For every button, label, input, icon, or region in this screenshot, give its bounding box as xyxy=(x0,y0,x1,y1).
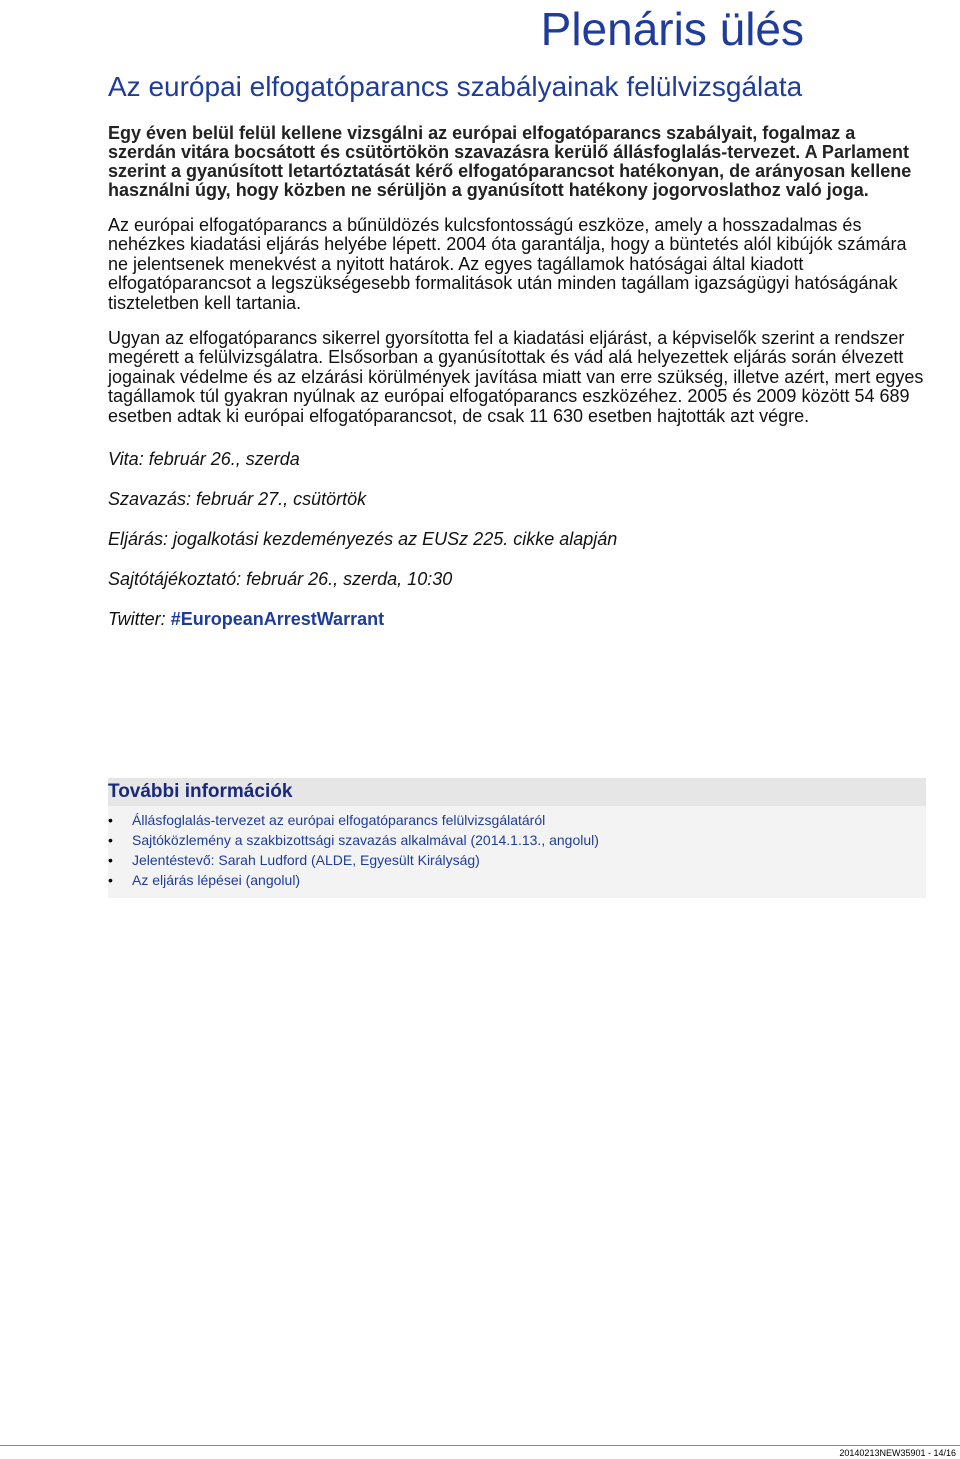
fact-twitter xyxy=(108,608,928,630)
more-info-item xyxy=(108,830,926,850)
fact-press-value: február 26., szerda, 10:30 xyxy=(241,569,453,590)
article-paragraph-1: Az európai elfogatóparancs a bűnüldözés kulcsfontosságú eszköze, amely a hosszadalmas és nehézkes kiadatási eljárás helyébe lépett. 2004 óta garantálja, hogy a büntetés alól kibújók számára ne jelentsenek menekvést a nyitott határok. Az egyes tagállamok hatóságai által kiadott elfogatóparancsot a legszükségesebb formalitások után minden tagállam igazságügyi hatóságának tiszteletben kell tartania. xyxy=(108,215,907,313)
bullet-icon: • xyxy=(108,852,113,868)
more-info-item xyxy=(108,810,926,830)
article-paragraph-2: Ugyan az elfogatóparancs sikerrel gyorsította fel a kiadatási eljárást, a képviselők szerint a rendszer megérett a felülvizsgálatra. Elsősorban a gyanúsítottak és vád alá helyezettek eljárás során élvezett jogainak védelme és az elzárási körülmények javítása miatt van erre szükség, illetve azért, mert egyes tagállamok túl gyakran nyúlnak az európai elfogatóparancs eszközéhez. 2005 és 2009 között 54 689 esetben adtak ki európai elfogatóparancsot, de csak 11 630 esetben hajtották azt végre. xyxy=(108,328,924,426)
fact-procedure-value: jogalkotási kezdeményezés az EUSz 225. cikke alapján xyxy=(168,529,618,550)
more-info-title: További információk xyxy=(108,778,926,806)
fact-procedure xyxy=(108,528,928,550)
fact-twitter-label: Twitter: xyxy=(108,609,166,630)
bullet-icon: • xyxy=(108,832,113,848)
link-draft-resolution[interactable]: Állásfoglalás-tervezet az európai elfogatóparancs felülvizsgálatáról xyxy=(132,812,546,828)
article-title: Az európai elfogatóparancs szabályainak felülvizsgálata xyxy=(108,71,803,102)
more-info-item xyxy=(108,870,926,890)
more-info-item xyxy=(108,850,926,870)
fact-press xyxy=(108,568,928,590)
fact-vote-value: február 27., csütörtök xyxy=(191,489,367,510)
link-procedure-file[interactable]: Az eljárás lépései (angolul) xyxy=(132,872,301,888)
link-rapporteur[interactable]: Jelentéstevő: Sarah Ludford (ALDE, Egyesült Királyság) xyxy=(132,852,480,868)
article xyxy=(108,70,928,648)
bullet-icon: • xyxy=(108,872,113,888)
article-lead: Egy éven belül felül kellene vizsgálni az európai elfogatóparancs szabályait, fogalmaz a szerdán vitára bocsátott és csütörtökön szavazásra kerülő állásfoglalás-tervezet. A Parlament szerint a gyanúsított letartóztatását kérő elfogatóparancsot hatékonyan, de arányosan kellene használni úgy, hogy közben ne sérüljön a gyanúsított hatékony jogorvoslathoz való joga. xyxy=(108,123,912,200)
fact-debate-label: Vita: xyxy=(108,449,144,470)
section-header: Plenáris ülés xyxy=(540,3,804,55)
bullet-icon: • xyxy=(108,812,113,828)
fact-press-label: Sajtótájékoztató: xyxy=(108,569,242,590)
more-info-box xyxy=(108,778,926,898)
more-info-list xyxy=(108,806,926,890)
fact-debate-value: február 26., szerda xyxy=(143,449,300,470)
fact-procedure-label: Eljárás: xyxy=(108,529,169,550)
link-press-release[interactable]: Sajtóközlemény a szakbizottsági szavazás alkalmával (2014.1.13., angolul) xyxy=(132,832,599,848)
fact-debate xyxy=(108,448,928,470)
key-facts xyxy=(108,448,928,630)
twitter-hashtag-link[interactable]: #EuropeanArrestWarrant xyxy=(170,609,385,630)
fact-vote xyxy=(108,488,928,510)
footer-divider xyxy=(0,1445,960,1446)
page-footer: 20140213NEW35901 - 14/16 xyxy=(839,1448,956,1458)
fact-vote-label: Szavazás: xyxy=(108,489,192,510)
